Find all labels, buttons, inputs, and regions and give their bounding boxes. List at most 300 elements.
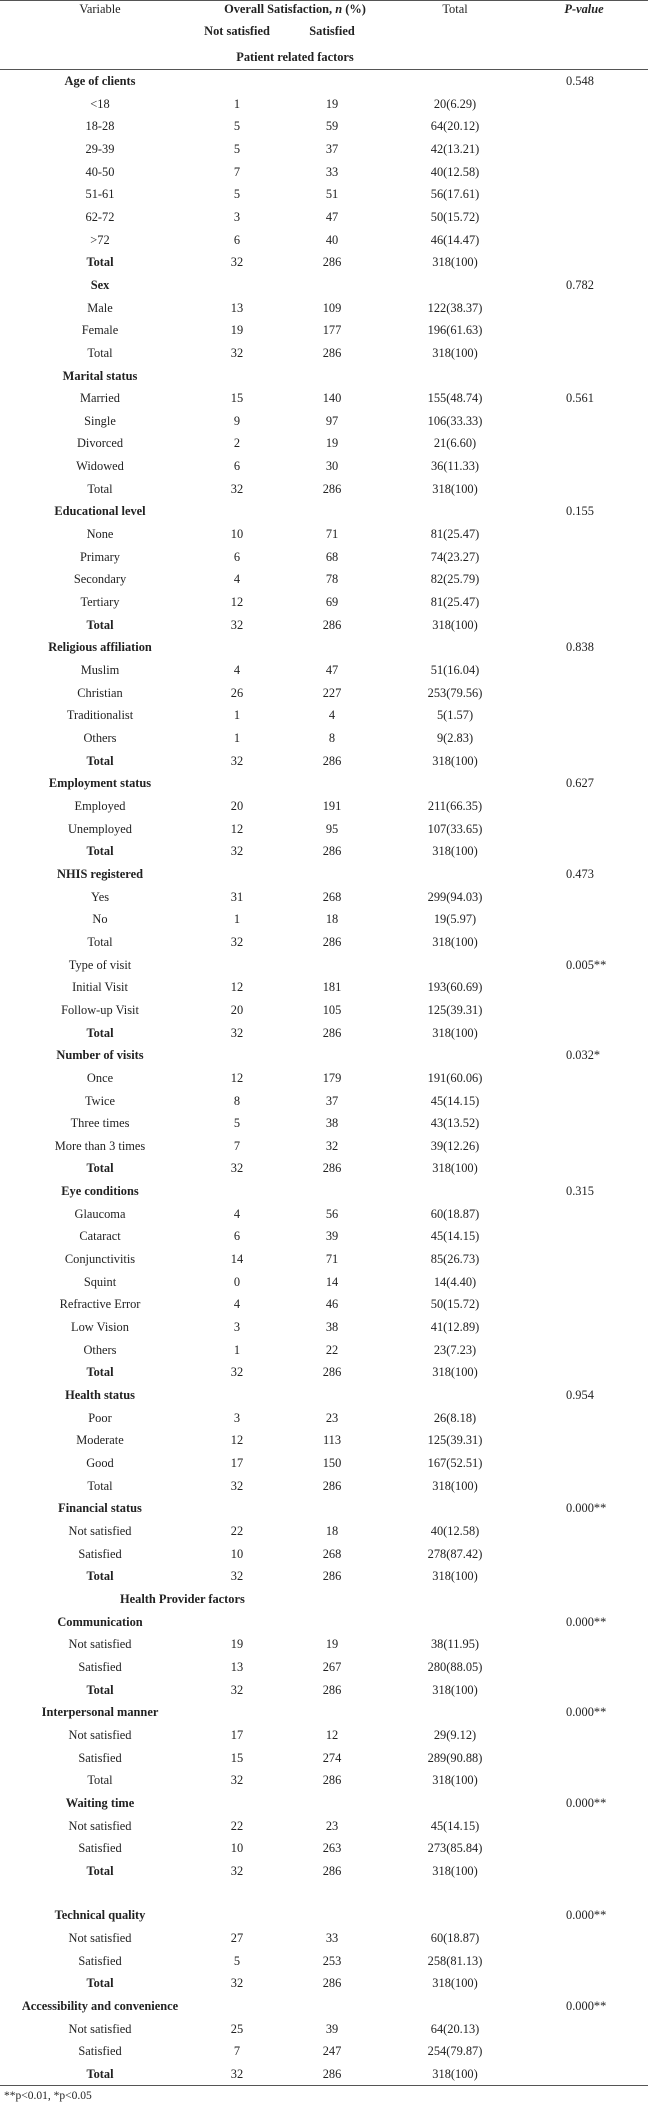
header-blank <box>390 23 520 46</box>
satisfied-cell: 95 <box>325 821 339 836</box>
group-row <box>0 1044 648 1067</box>
satisfied-cell: 18 <box>325 912 339 927</box>
total-cell: 9(2.83) <box>436 731 474 746</box>
table-row <box>0 1542 648 1565</box>
total-cell: 280(88.05) <box>427 1659 483 1674</box>
table-row <box>0 410 648 433</box>
not-satisfied-cell: 1 <box>233 912 241 927</box>
total-cell: 122(38.37) <box>427 300 483 315</box>
total-cell: 318(100) <box>432 345 478 360</box>
row-label: Once <box>86 1070 114 1085</box>
total-cell: 155(48.74) <box>427 391 483 406</box>
pvalue-cell <box>520 92 648 115</box>
satisfied-cell: 69 <box>325 595 339 610</box>
row-label: Not satisfied <box>68 1931 132 1946</box>
table-row <box>0 387 648 410</box>
not-satisfied-cell: 32 <box>230 1365 244 1380</box>
row-label: Total <box>87 1773 113 1788</box>
satisfied-cell: 47 <box>325 663 339 678</box>
row-label: Total <box>86 1025 114 1040</box>
pvalue-cell: 0.155 <box>566 504 594 519</box>
satisfied-cell: 191 <box>322 798 342 813</box>
row-label: Satisfied <box>78 1659 122 1674</box>
satisfied-cell: 286 <box>322 1478 342 1493</box>
not-satisfied-cell: 10 <box>230 1546 244 1561</box>
table-row <box>0 92 648 115</box>
header-satisfied: Satisfied <box>309 24 355 38</box>
table-row <box>0 1814 648 1837</box>
total-cell: 26(8.18) <box>433 1410 477 1425</box>
not-satisfied-cell: 32 <box>230 481 244 496</box>
total-cell: 82(25.79) <box>430 572 480 587</box>
row-label: Total <box>86 1976 114 1991</box>
section-label: Health Provider factors <box>120 1591 245 1606</box>
row-label: Secondary <box>73 572 127 587</box>
satisfied-cell <box>274 1701 390 1724</box>
row-label: Not satisfied <box>68 1523 132 1538</box>
pvalue-cell <box>520 613 648 636</box>
pvalue-cell <box>520 1021 648 1044</box>
total-cell: 318(100) <box>432 844 478 859</box>
group-row <box>0 69 648 92</box>
table-row <box>0 1972 648 1995</box>
table-row <box>0 1927 648 1950</box>
total-cell: 5(1.57) <box>436 708 474 723</box>
pvalue-cell <box>520 1678 648 1701</box>
pvalue-cell <box>520 1112 648 1135</box>
satisfied-cell: 59 <box>325 119 339 134</box>
row-label: Initial Visit <box>72 980 128 995</box>
total-cell: 43(13.52) <box>430 1116 480 1131</box>
row-label: Not satisfied <box>68 1818 132 1833</box>
total-cell: 21(6.60) <box>433 436 477 451</box>
not-satisfied-cell <box>200 274 274 297</box>
total-cell: 318(100) <box>390 2063 520 2086</box>
row-label: 40-50 <box>85 164 115 179</box>
row-label: Satisfied <box>78 1546 122 1561</box>
not-satisfied-cell: 15 <box>230 1750 244 1765</box>
total-cell: 318(100) <box>432 481 478 496</box>
row-label: Cataract <box>79 1229 121 1244</box>
not-satisfied-cell: 6 <box>233 1229 241 1244</box>
pvalue-cell: 0.315 <box>566 1184 594 1199</box>
pvalue-cell <box>520 1406 648 1429</box>
row-label: Total <box>86 1161 114 1176</box>
total-cell: 64(20.12) <box>430 119 480 134</box>
total-cell: 191(60.06) <box>427 1070 483 1085</box>
total-cell: 196(61.63) <box>427 323 483 338</box>
pvalue-cell <box>520 1949 648 1972</box>
pvalue-cell <box>520 1860 648 1883</box>
satisfied-cell: 37 <box>325 141 339 156</box>
row-label: Good <box>86 1456 114 1471</box>
not-satisfied-cell <box>200 1497 274 1520</box>
table-row <box>0 976 648 999</box>
table-row <box>0 1656 648 1679</box>
pvalue-cell: 0.000** <box>566 1999 607 2014</box>
total-cell <box>390 1497 520 1520</box>
satisfied-cell: 19 <box>325 436 339 451</box>
table-row <box>0 1860 648 1883</box>
row-label: <18 <box>90 96 110 111</box>
total-cell <box>390 500 520 523</box>
total-cell <box>390 1044 520 1067</box>
row-label: Yes <box>90 889 110 904</box>
total-cell: 289(90.88) <box>427 1750 483 1765</box>
satisfied-cell: 247 <box>322 2044 342 2059</box>
table-row <box>0 2040 648 2063</box>
total-cell: 45(14.15) <box>430 1818 480 1833</box>
group-row <box>0 636 648 659</box>
row-label: Satisfied <box>78 1953 122 1968</box>
table-row <box>0 1429 648 1452</box>
table-row <box>0 953 648 976</box>
not-satisfied-cell: 5 <box>233 119 241 134</box>
not-satisfied-cell: 1 <box>233 96 241 111</box>
satisfied-cell: 181 <box>322 980 342 995</box>
satisfied-cell: 109 <box>322 300 342 315</box>
pvalue-cell <box>520 115 648 138</box>
satisfied-cell: 23 <box>325 1818 339 1833</box>
pvalue-cell <box>520 2040 648 2063</box>
row-label: Total <box>86 1682 114 1697</box>
total-cell: 125(39.31) <box>427 1433 483 1448</box>
total-cell: 107(33.65) <box>427 821 483 836</box>
total-cell: 318(100) <box>432 753 478 768</box>
not-satisfied-cell <box>200 953 274 976</box>
pvalue-cell <box>520 681 648 704</box>
not-satisfied-cell: 32 <box>230 753 244 768</box>
pvalue-cell <box>520 183 648 206</box>
pvalue-cell: 0.954 <box>566 1388 594 1403</box>
not-satisfied-cell: 7 <box>233 1138 241 1153</box>
pvalue-cell <box>520 160 648 183</box>
satisfied-cell <box>274 1044 390 1067</box>
not-satisfied-cell <box>200 69 274 92</box>
pvalue-cell: 0.032* <box>566 1048 601 1063</box>
satisfied-cell: 38 <box>325 1320 339 1335</box>
pvalue-cell <box>520 817 648 840</box>
table-row <box>0 1293 648 1316</box>
total-cell: 85(26.73) <box>430 1252 480 1267</box>
table-row <box>0 545 648 568</box>
not-satisfied-cell: 22 <box>230 1818 244 1833</box>
satisfied-cell: 12 <box>325 1727 339 1742</box>
satisfied-cell: 4 <box>328 708 336 723</box>
table-row <box>0 999 648 1022</box>
header-blank <box>0 23 200 46</box>
pvalue-cell <box>520 931 648 954</box>
total-cell: 318(100) <box>432 1478 478 1493</box>
pvalue-cell <box>520 545 648 568</box>
table-row <box>0 228 648 251</box>
not-satisfied-cell: 32 <box>230 617 244 632</box>
row-label: Tertiary <box>80 595 120 610</box>
satisfied-cell: 51 <box>325 187 339 202</box>
pvalue-cell <box>520 999 648 1022</box>
not-satisfied-cell: 1 <box>233 731 241 746</box>
pvalue-cell <box>520 342 648 365</box>
table-row <box>0 251 648 274</box>
satisfied-cell: 140 <box>322 391 342 406</box>
satisfied-cell: 286 <box>322 255 342 270</box>
pvalue-cell <box>520 1157 648 1180</box>
group-label: Age of clients <box>64 73 136 88</box>
total-cell: 318(100) <box>432 1863 478 1878</box>
section-blank <box>0 46 200 69</box>
total-cell: 51(16.04) <box>430 663 480 678</box>
table-row <box>0 1338 648 1361</box>
row-label: Employed <box>74 798 126 813</box>
satisfied-cell: 14 <box>325 1274 339 1289</box>
pvalue-cell <box>520 568 648 591</box>
not-satisfied-cell: 32 <box>230 1478 244 1493</box>
pvalue-cell <box>520 1927 648 1950</box>
table-row <box>0 138 648 161</box>
pvalue-cell <box>520 228 648 251</box>
row-label: Twice <box>84 1093 116 1108</box>
total-cell: 318(100) <box>432 1976 478 1991</box>
not-satisfied-cell: 32 <box>230 1773 244 1788</box>
table-row <box>0 1112 648 1135</box>
pvalue-cell <box>520 1452 648 1475</box>
pvalue-cell <box>520 795 648 818</box>
pvalue-cell <box>520 1089 648 1112</box>
total-cell: 36(11.33) <box>430 459 480 474</box>
group-row <box>0 1497 648 1520</box>
row-label: No <box>92 912 108 927</box>
table-row <box>0 455 648 478</box>
satisfied-cell: 71 <box>325 1252 339 1267</box>
total-cell: 39(12.26) <box>430 1138 480 1153</box>
not-satisfied-cell: 5 <box>233 187 241 202</box>
not-satisfied-cell <box>200 1384 274 1407</box>
pvalue-cell <box>520 1474 648 1497</box>
satisfied-cell: 286 <box>322 844 342 859</box>
satisfied-cell <box>274 1792 390 1815</box>
satisfied-cell: 268 <box>322 889 342 904</box>
row-label: Primary <box>80 549 120 564</box>
table-row <box>0 659 648 682</box>
total-cell: 278(87.42) <box>427 1546 483 1561</box>
not-satisfied-cell: 0 <box>233 1274 241 1289</box>
pvalue-cell <box>520 138 648 161</box>
total-cell <box>390 274 520 297</box>
pvalue-cell <box>520 1202 648 1225</box>
pvalue-cell <box>520 364 648 387</box>
not-satisfied-cell: 3 <box>233 1410 241 1425</box>
total-cell: 318(100) <box>432 617 478 632</box>
satisfied-cell: 274 <box>322 1750 342 1765</box>
table-row <box>0 1157 648 1180</box>
satisfied-cell: 286 <box>322 481 342 496</box>
satisfied-cell: 286 <box>322 345 342 360</box>
pvalue-cell <box>520 704 648 727</box>
pvalue-cell: 0.548 <box>566 73 594 88</box>
total-cell: 81(25.47) <box>430 595 480 610</box>
row-label: Total <box>86 1863 114 1878</box>
pvalue-cell <box>520 1565 648 1588</box>
table-row <box>0 523 648 546</box>
total-cell: 318(100) <box>432 1025 478 1040</box>
not-satisfied-cell: 25 <box>230 2021 244 2036</box>
row-label: Total <box>87 345 113 360</box>
table-row <box>0 568 648 591</box>
total-cell: 273(85.84) <box>427 1841 483 1856</box>
pvalue-cell <box>520 1972 648 1995</box>
spacer-row <box>0 1882 648 1904</box>
not-satisfied-cell: 4 <box>233 1206 241 1221</box>
satisfied-cell <box>274 863 390 886</box>
satisfied-cell <box>274 1610 390 1633</box>
pvalue-cell: 0.000** <box>566 1908 607 1923</box>
satisfied-cell: 286 <box>322 1976 342 1991</box>
row-label: 51-61 <box>85 187 115 202</box>
not-satisfied-cell: 17 <box>230 1456 244 1471</box>
group-row <box>0 1792 648 1815</box>
group-label: NHIS registered <box>57 866 143 881</box>
satisfied-cell <box>274 1904 390 1927</box>
satisfied-cell: 113 <box>322 1433 342 1448</box>
table-row <box>0 1949 648 1972</box>
row-label: Poor <box>88 1410 112 1425</box>
total-cell <box>390 863 520 886</box>
pvalue-cell: 0.627 <box>566 776 594 791</box>
row-label: Female <box>81 323 119 338</box>
table-row <box>0 2017 648 2040</box>
table-row <box>0 908 648 931</box>
group-label: Waiting time <box>65 1795 135 1810</box>
row-label: Others <box>83 731 117 746</box>
row-label: Traditionalist <box>66 708 134 723</box>
satisfied-cell: 286 <box>274 2063 390 2086</box>
total-cell <box>390 1180 520 1203</box>
table-row <box>0 206 648 229</box>
total-cell: 23(7.23) <box>433 1342 477 1357</box>
total-cell <box>390 1610 520 1633</box>
satisfied-cell: 39 <box>325 2021 339 2036</box>
total-cell: 318(100) <box>432 1161 478 1176</box>
satisfied-cell: 268 <box>322 1546 342 1561</box>
row-label: Glaucoma <box>74 1206 126 1221</box>
satisfied-cell <box>274 364 390 387</box>
section-label: Patient related factors <box>236 50 354 65</box>
total-cell: 60(18.87) <box>430 1206 480 1221</box>
total-cell <box>390 636 520 659</box>
pvalue-cell: 0.782 <box>566 277 594 292</box>
satisfied-cell: 8 <box>328 731 336 746</box>
not-satisfied-cell: 10 <box>230 527 244 542</box>
not-satisfied-cell: 13 <box>230 300 244 315</box>
not-satisfied-cell <box>200 1904 274 1927</box>
satisfied-cell: 286 <box>322 1569 342 1584</box>
satisfied-cell: 286 <box>322 1682 342 1697</box>
footnote: **p<0.01, *p<0.05 <box>4 2090 92 2103</box>
satisfied-cell: 97 <box>325 413 339 428</box>
row-label: More than 3 times <box>54 1138 146 1153</box>
pvalue-cell <box>520 2017 648 2040</box>
satisfied-cell <box>274 1180 390 1203</box>
total-cell: 42(13.21) <box>430 141 480 156</box>
pvalue-cell: 0.000** <box>566 1501 607 1516</box>
group-label: Number of visits <box>56 1048 144 1063</box>
satisfied-cell: 286 <box>322 753 342 768</box>
satisfied-cell: 78 <box>325 572 339 587</box>
table-row <box>0 704 648 727</box>
group-row <box>0 1701 648 1724</box>
pvalue-cell: 0.561 <box>566 391 594 406</box>
not-satisfied-cell <box>200 1180 274 1203</box>
satisfied-cell: 150 <box>322 1456 342 1471</box>
pvalue-cell: 0.005** <box>566 957 607 972</box>
row-label: Total <box>86 753 114 768</box>
table-row <box>0 591 648 614</box>
satisfied-cell: 286 <box>322 617 342 632</box>
section-row <box>0 46 648 69</box>
table-row <box>0 115 648 138</box>
row-label: 29-39 <box>85 141 115 156</box>
total-cell: 64(20.13) <box>430 2021 480 2036</box>
table-row <box>0 1565 648 1588</box>
pvalue-cell <box>520 1293 648 1316</box>
group-row <box>0 1384 648 1407</box>
table-row <box>0 1270 648 1293</box>
not-satisfied-cell <box>200 364 274 387</box>
table-row <box>0 1520 648 1543</box>
total-cell: 14(4.40) <box>433 1274 477 1289</box>
not-satisfied-cell <box>200 1610 274 1633</box>
group-label: Technical quality <box>54 1908 146 1923</box>
total-cell: 258(81.13) <box>427 1953 483 1968</box>
total-cell: 46(14.47) <box>430 232 480 247</box>
table-row <box>0 183 648 206</box>
total-cell: 45(14.15) <box>430 1229 480 1244</box>
row-label: Satisfied <box>78 1750 122 1765</box>
pvalue-cell <box>520 432 648 455</box>
satisfied-cell: 286 <box>322 1863 342 1878</box>
row-label: Unemployed <box>67 821 132 836</box>
satisfied-cell: 71 <box>325 527 339 542</box>
row-label: Moderate <box>76 1433 124 1448</box>
row-label: Low Vision <box>71 1320 129 1335</box>
pvalue-cell <box>520 1837 648 1860</box>
not-satisfied-cell: 10 <box>230 1841 244 1856</box>
not-satisfied-cell <box>200 1701 274 1724</box>
row-label: Not satisfied <box>68 2021 132 2036</box>
not-satisfied-cell: 26 <box>230 685 244 700</box>
table-row <box>0 1021 648 1044</box>
not-satisfied-cell: 19 <box>230 1637 244 1652</box>
not-satisfied-cell: 32 <box>230 1682 244 1697</box>
not-satisfied-cell: 12 <box>230 980 244 995</box>
pvalue-cell <box>520 1135 648 1158</box>
row-label: Not satisfied <box>68 1637 132 1652</box>
row-label: Squint <box>83 1274 117 1289</box>
satisfied-cell <box>274 772 390 795</box>
total-cell: 318(100) <box>432 255 478 270</box>
satisfied-cell: 33 <box>325 1931 339 1946</box>
table-row <box>0 160 648 183</box>
header-overall-n: n <box>335 2 343 16</box>
row-label: Three times <box>70 1116 130 1131</box>
group-label: Religious affiliation <box>48 640 152 655</box>
row-label: Refractive Error <box>59 1297 141 1312</box>
table-row <box>0 1406 648 1429</box>
total-cell <box>390 1904 520 1927</box>
total-cell: 40(12.58) <box>430 1523 480 1538</box>
satisfied-cell: 38 <box>325 1116 339 1131</box>
not-satisfied-cell: 12 <box>230 595 244 610</box>
